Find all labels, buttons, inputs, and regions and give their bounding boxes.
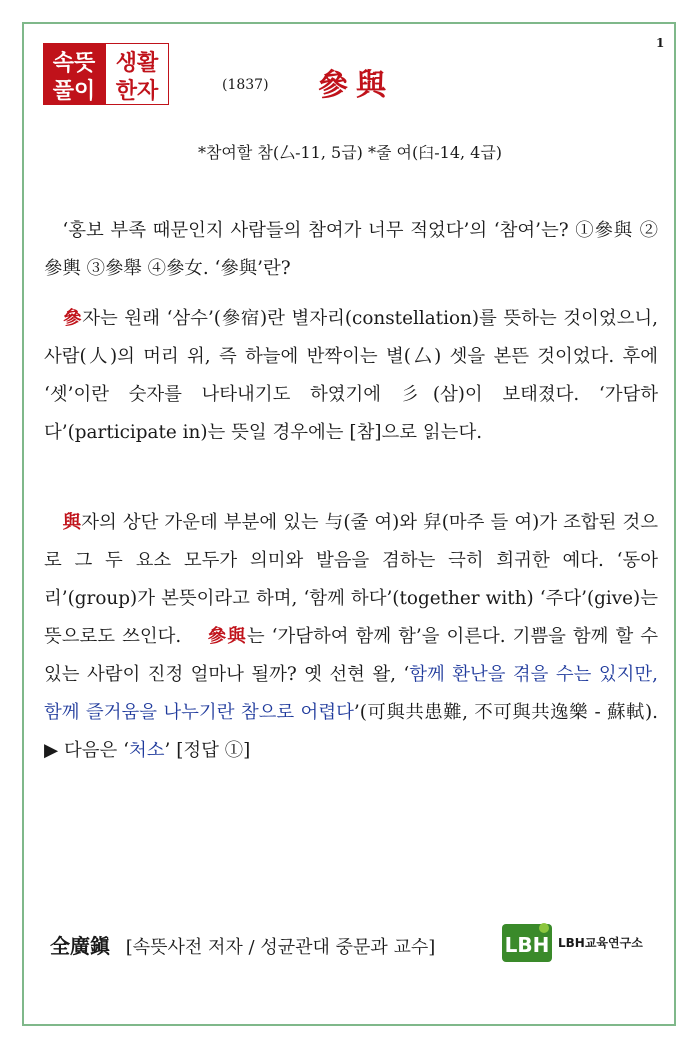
logo-text-br: 한자: [115, 79, 159, 104]
quote-text: 함께 환난을 겪을 수는 있지만, 함께 즐거움을 나누기란 참으로 어렵다: [44, 664, 658, 723]
lead-char-cham: 參: [62, 308, 83, 329]
author-name: 全廣鎭: [50, 934, 110, 958]
paragraph-intro: [44, 212, 658, 288]
page-number: 1: [656, 36, 665, 50]
next-word: 처소: [128, 740, 165, 761]
entry-number: (1837): [222, 77, 269, 93]
lead-char-yeo: 與: [62, 512, 82, 533]
character-info: *참여할 참(厶-11, 5급) *줄 여(臼-14, 4급): [197, 143, 503, 162]
footer: [50, 930, 435, 959]
word-chamyeo: 參與: [206, 626, 247, 647]
logo-text-bl: 풀이: [52, 79, 96, 104]
logo-text-tl: 속뜻: [52, 51, 96, 76]
paragraph-cham: [44, 300, 658, 452]
logo-text-tr: 생활: [115, 51, 159, 76]
answer-text: ’ [정답 ①]: [164, 740, 251, 761]
page-title: 參與: [318, 68, 394, 103]
lbh-dot: [539, 923, 549, 933]
yeo-text-1: 자의 상단 가운데 부분에 있는 与(줄 여)와 舁(마주 들 여)가 조합된 것으로 그 두 요소 모두가 의미와 발음을 겸하는 극히 희귀한 예다. ‘동아리’(group)가 본뜻이라고 하며, ‘함께 하다’(together with) ‘주다’(give)는 뜻으로도 쓰인다.: [44, 512, 658, 647]
cham-text: 자는 원래 ‘삼수’(參宿)란 별자리(constellation)를 뜻하는 것이었으니, 사람(人)의 머리 위, 즉 하늘에 반짝이는 별(厶) 셋을 본뜬 것이었다. 후에 ‘셋’이란 숫자를 나타내기도 하였기에 彡(삼)이 보태졌다. ‘가담하다’(participate in)는 뜻일 경우에는 [참]으로 읽는다.: [44, 308, 658, 443]
author-credit: [속뜻사전 저자 / 성균관대 중문과 교수]: [125, 937, 436, 958]
institute-name: LBH교육연구소: [558, 936, 643, 950]
paragraph-yeo: [44, 504, 658, 770]
yeo-text-2: 는 ‘가담하여 함께 함’을 이른다. 기쁨을 함께 할 수 있는 사람이 진정 얼마나 될까? 옛 선현 왈, ‘: [44, 626, 658, 685]
intro-text: ‘홍보 부족 때문인지 사람들의 참여가 너무 적었다’의 ‘참여’는? ①參與 ②參輿 ③參舉 ④參女. ‘參與’란?: [44, 220, 658, 279]
logo: [43, 43, 169, 105]
lbh-badge-text: LBH: [504, 933, 550, 957]
yeo-text-3: ’(可與共患難, 不可與共逸樂 - 蘇軾). ▶ 다음은 ‘: [44, 702, 659, 761]
